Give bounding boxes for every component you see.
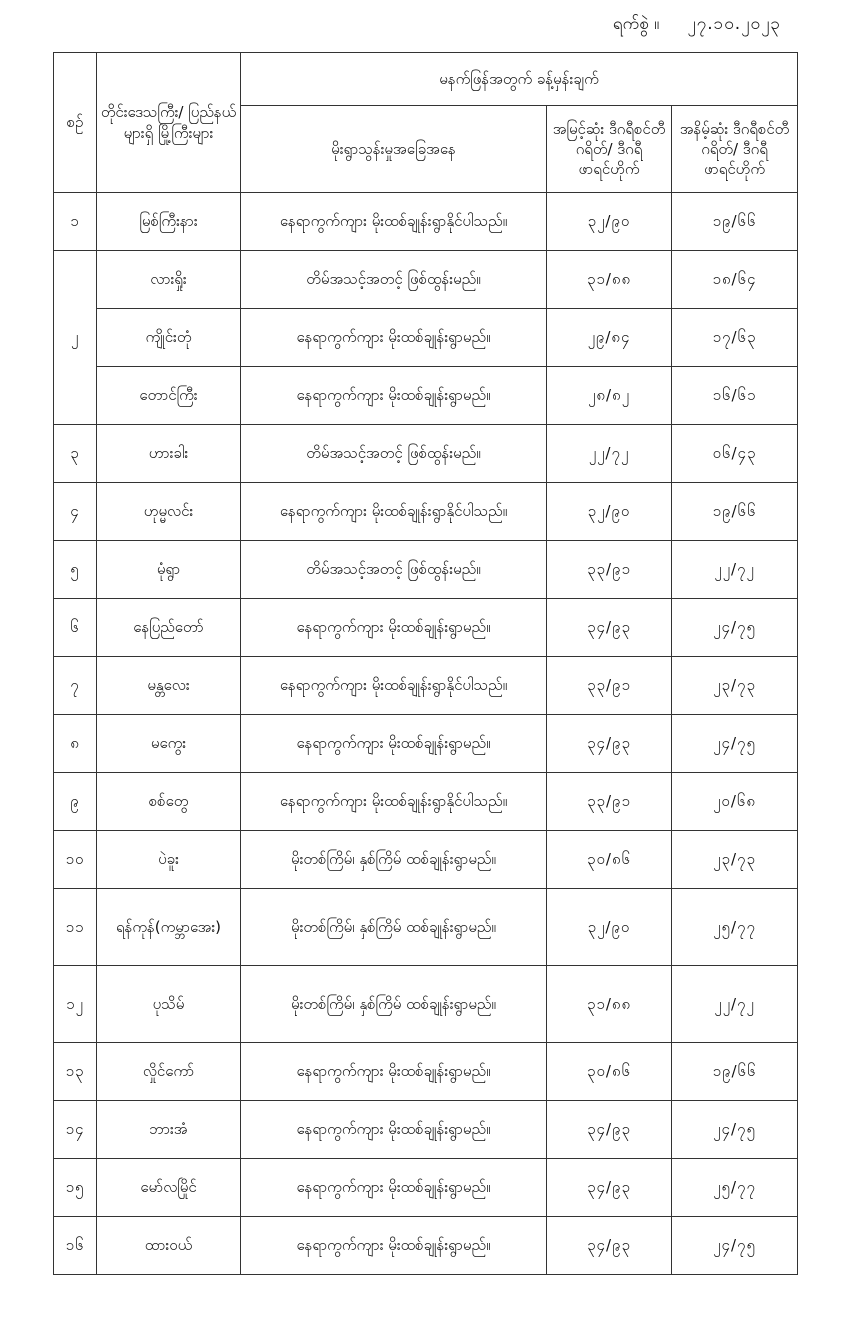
header-rain-condition: မိုးရွာသွန်းမှုအခြေအနေ — [241, 106, 547, 193]
city-name: ထားဝယ် — [97, 1217, 241, 1275]
min-temp: ၂၄/၇၅ — [672, 1217, 798, 1275]
serial-no: ၁၁ — [54, 889, 97, 966]
city-name: ရန်ကုန်(ကမ္ဘာအေး) — [97, 889, 241, 966]
city-name: မော်လမြိုင် — [97, 1159, 241, 1217]
serial-no: ၅ — [54, 541, 97, 599]
rain-condition: တိမ်အသင့်အတင့် ဖြစ်ထွန်းမည်။ — [241, 425, 547, 483]
rain-condition: နေရာကွက်ကျား မိုးထစ်ချုန်းရွာမည်။ — [241, 1043, 547, 1101]
rain-condition: နေရာကွက်ကျား မိုးထစ်ချုန်းရွာမည်။ — [241, 715, 547, 773]
max-temp: ၂၂/၇၂ — [547, 425, 672, 483]
city-name: မုံရွာ — [97, 541, 241, 599]
max-temp: ၃၁/၈၈ — [547, 251, 672, 309]
min-temp: ၂၀/၆၈ — [672, 773, 798, 831]
header-min-temp: အနိမ့်ဆုံး ဒီဂရီစင်တီဂရိတ်/ ဒီဂရီဖာရင်ဟိုက် — [672, 106, 798, 193]
max-temp: ၃၄/၉၃ — [547, 1159, 672, 1217]
rain-condition: နေရာကွက်ကျား မိုးထစ်ချုန်းရွာမည်။ — [241, 1159, 547, 1217]
city-name: ဟုမ္မလင်း — [97, 483, 241, 541]
table-row — [54, 541, 798, 599]
min-temp: ၁၈/၆၄ — [672, 251, 798, 309]
rain-condition: နေရာကွက်ကျား မိုးထစ်ချုန်းရွာမည်။ — [241, 599, 547, 657]
city-name: လှိုင်ကော် — [97, 1043, 241, 1101]
table-row — [54, 1101, 798, 1159]
table-row — [54, 309, 798, 367]
table-row — [54, 657, 798, 715]
max-temp: ၃၃/၉၁ — [547, 657, 672, 715]
max-temp: ၃၁/၈၈ — [547, 966, 672, 1043]
city-name: ဟားခါး — [97, 425, 241, 483]
serial-no: ၄ — [54, 483, 97, 541]
min-temp: ၂၅/၇၇ — [672, 889, 798, 966]
rain-condition: နေရာကွက်ကျား မိုးထစ်ချုန်းရွာမည်။ — [241, 1217, 547, 1275]
min-temp: ၁၉/၆၆ — [672, 1043, 798, 1101]
table-row — [54, 773, 798, 831]
max-temp: ၃၄/၉၃ — [547, 599, 672, 657]
max-temp: ၃၄/၉၃ — [547, 715, 672, 773]
max-temp: ၃၄/၉၃ — [547, 1101, 672, 1159]
table-row — [54, 889, 798, 966]
serial-no: ၃ — [54, 425, 97, 483]
serial-no: ၁၆ — [54, 1217, 97, 1275]
min-temp: ၂၅/၇၇ — [672, 1159, 798, 1217]
table-row — [54, 1043, 798, 1101]
table-row — [54, 1159, 798, 1217]
table-row — [54, 966, 798, 1043]
serial-no: ၈ — [54, 715, 97, 773]
table-row — [54, 831, 798, 889]
table-row — [54, 1217, 798, 1275]
header-region-city: တိုင်းဒေသကြီး/ ပြည်နယ်များရှိ မြို့ကြီးများ — [97, 53, 241, 193]
city-name: ဘားအံ — [97, 1101, 241, 1159]
rain-condition: မိုးတစ်ကြိမ်၊ နှစ်ကြိမ် ထစ်ချုန်းရွာမည်။ — [241, 889, 547, 966]
table-row — [54, 599, 798, 657]
serial-no: ၁၀ — [54, 831, 97, 889]
rain-condition: နေရာကွက်ကျား မိုးထစ်ချုန်းရွာနိုင်ပါသည်။ — [241, 773, 547, 831]
min-temp: ၂၃/၇၃ — [672, 657, 798, 715]
city-name: ကျိုင်းတုံ — [97, 309, 241, 367]
table-row — [54, 425, 798, 483]
table-row — [54, 367, 798, 425]
rain-condition: တိမ်အသင့်အတင့် ဖြစ်ထွန်းမည်။ — [241, 541, 547, 599]
serial-no: ၁ — [54, 193, 97, 251]
rain-condition: နေရာကွက်ကျား မိုးထစ်ချုန်းရွာမည်။ — [241, 1101, 547, 1159]
date-value: ၂၇.၁၀.၂၀၂၃ — [687, 13, 781, 34]
max-temp: ၂၈/၈၂ — [547, 367, 672, 425]
max-temp: ၃၂/၉၀ — [547, 193, 672, 251]
city-name: မကွေး — [97, 715, 241, 773]
city-name: နေပြည်တော် — [97, 599, 241, 657]
city-name: စစ်တွေ — [97, 773, 241, 831]
min-temp: ၂၄/၇၅ — [672, 599, 798, 657]
table-row — [54, 251, 798, 309]
rain-condition: နေရာကွက်ကျား မိုးထစ်ချုန်းရွာမည်။ — [241, 309, 547, 367]
min-temp: ၂၂/၇၂ — [672, 966, 798, 1043]
serial-no: ၇ — [54, 657, 97, 715]
min-temp: ၁၉/၆၆ — [672, 193, 798, 251]
rain-condition: မိုးတစ်ကြိမ်၊ နှစ်ကြိမ် ထစ်ချုန်းရွာမည်။ — [241, 966, 547, 1043]
rain-condition: မိုးတစ်ကြိမ်၊ နှစ်ကြိမ် ထစ်ချုန်းရွာမည်။ — [241, 831, 547, 889]
city-name: မန္တလေး — [97, 657, 241, 715]
city-name: မြစ်ကြီးနား — [97, 193, 241, 251]
table-row — [54, 193, 798, 251]
city-name: ပုသိမ် — [97, 966, 241, 1043]
serial-no: ၁၂ — [54, 966, 97, 1043]
serial-no: ၁၅ — [54, 1159, 97, 1217]
max-temp: ၃၀/၈၆ — [547, 831, 672, 889]
min-temp: ၂၃/၇၃ — [672, 831, 798, 889]
serial-no: ၁၄ — [54, 1101, 97, 1159]
max-temp: ၂၉/၈၄ — [547, 309, 672, 367]
min-temp: ၂၄/၇၅ — [672, 1101, 798, 1159]
city-name: တောင်ကြီး — [97, 367, 241, 425]
rain-condition: နေရာကွက်ကျား မိုးထစ်ချုန်းရွာမည်။ — [241, 367, 547, 425]
rain-condition: နေရာကွက်ကျား မိုးထစ်ချုန်းရွာနိုင်ပါသည်။ — [241, 193, 547, 251]
rain-condition: နေရာကွက်ကျား မိုးထစ်ချုန်းရွာနိုင်ပါသည်။ — [241, 483, 547, 541]
min-temp: ၁၆/၆၁ — [672, 367, 798, 425]
forecast-table — [53, 52, 798, 1275]
min-temp: ၀၆/၄၃ — [672, 425, 798, 483]
city-name: ပဲခူး — [97, 831, 241, 889]
max-temp: ၃၂/၉၀ — [547, 889, 672, 966]
serial-no: ၂ — [54, 251, 97, 425]
rain-condition: တိမ်အသင့်အတင့် ဖြစ်ထွန်းမည်။ — [241, 251, 547, 309]
date-label: ရက်စွဲ ။ — [612, 13, 660, 34]
serial-no: ၉ — [54, 773, 97, 831]
min-temp: ၁၇/၆၃ — [672, 309, 798, 367]
date-line — [613, 8, 781, 42]
max-temp: ၃၃/၉၁ — [547, 773, 672, 831]
header-max-temp: အမြင့်ဆုံး ဒီဂရီစင်တီဂရိတ်/ ဒီဂရီဖာရင်ဟိုက် — [547, 106, 672, 193]
max-temp: ၃၀/၈၆ — [547, 1043, 672, 1101]
serial-no: ၆ — [54, 599, 97, 657]
table-row — [54, 483, 798, 541]
max-temp: ၃၂/၉၀ — [547, 483, 672, 541]
serial-no: ၁၃ — [54, 1043, 97, 1101]
header-serial-no: စဉ် — [54, 53, 97, 193]
table-row — [54, 715, 798, 773]
min-temp: ၁၉/၆၆ — [672, 483, 798, 541]
header-forecast-group: မနက်ဖြန်အတွက် ခန့်မှန်းချက် — [241, 53, 798, 106]
max-temp: ၃၄/၉၃ — [547, 1217, 672, 1275]
min-temp: ၂၂/၇၂ — [672, 541, 798, 599]
max-temp: ၃၃/၉၁ — [547, 541, 672, 599]
city-name: လားရှိုး — [97, 251, 241, 309]
rain-condition: နေရာကွက်ကျား မိုးထစ်ချုန်းရွာနိုင်ပါသည်။ — [241, 657, 547, 715]
min-temp: ၂၄/၇၅ — [672, 715, 798, 773]
